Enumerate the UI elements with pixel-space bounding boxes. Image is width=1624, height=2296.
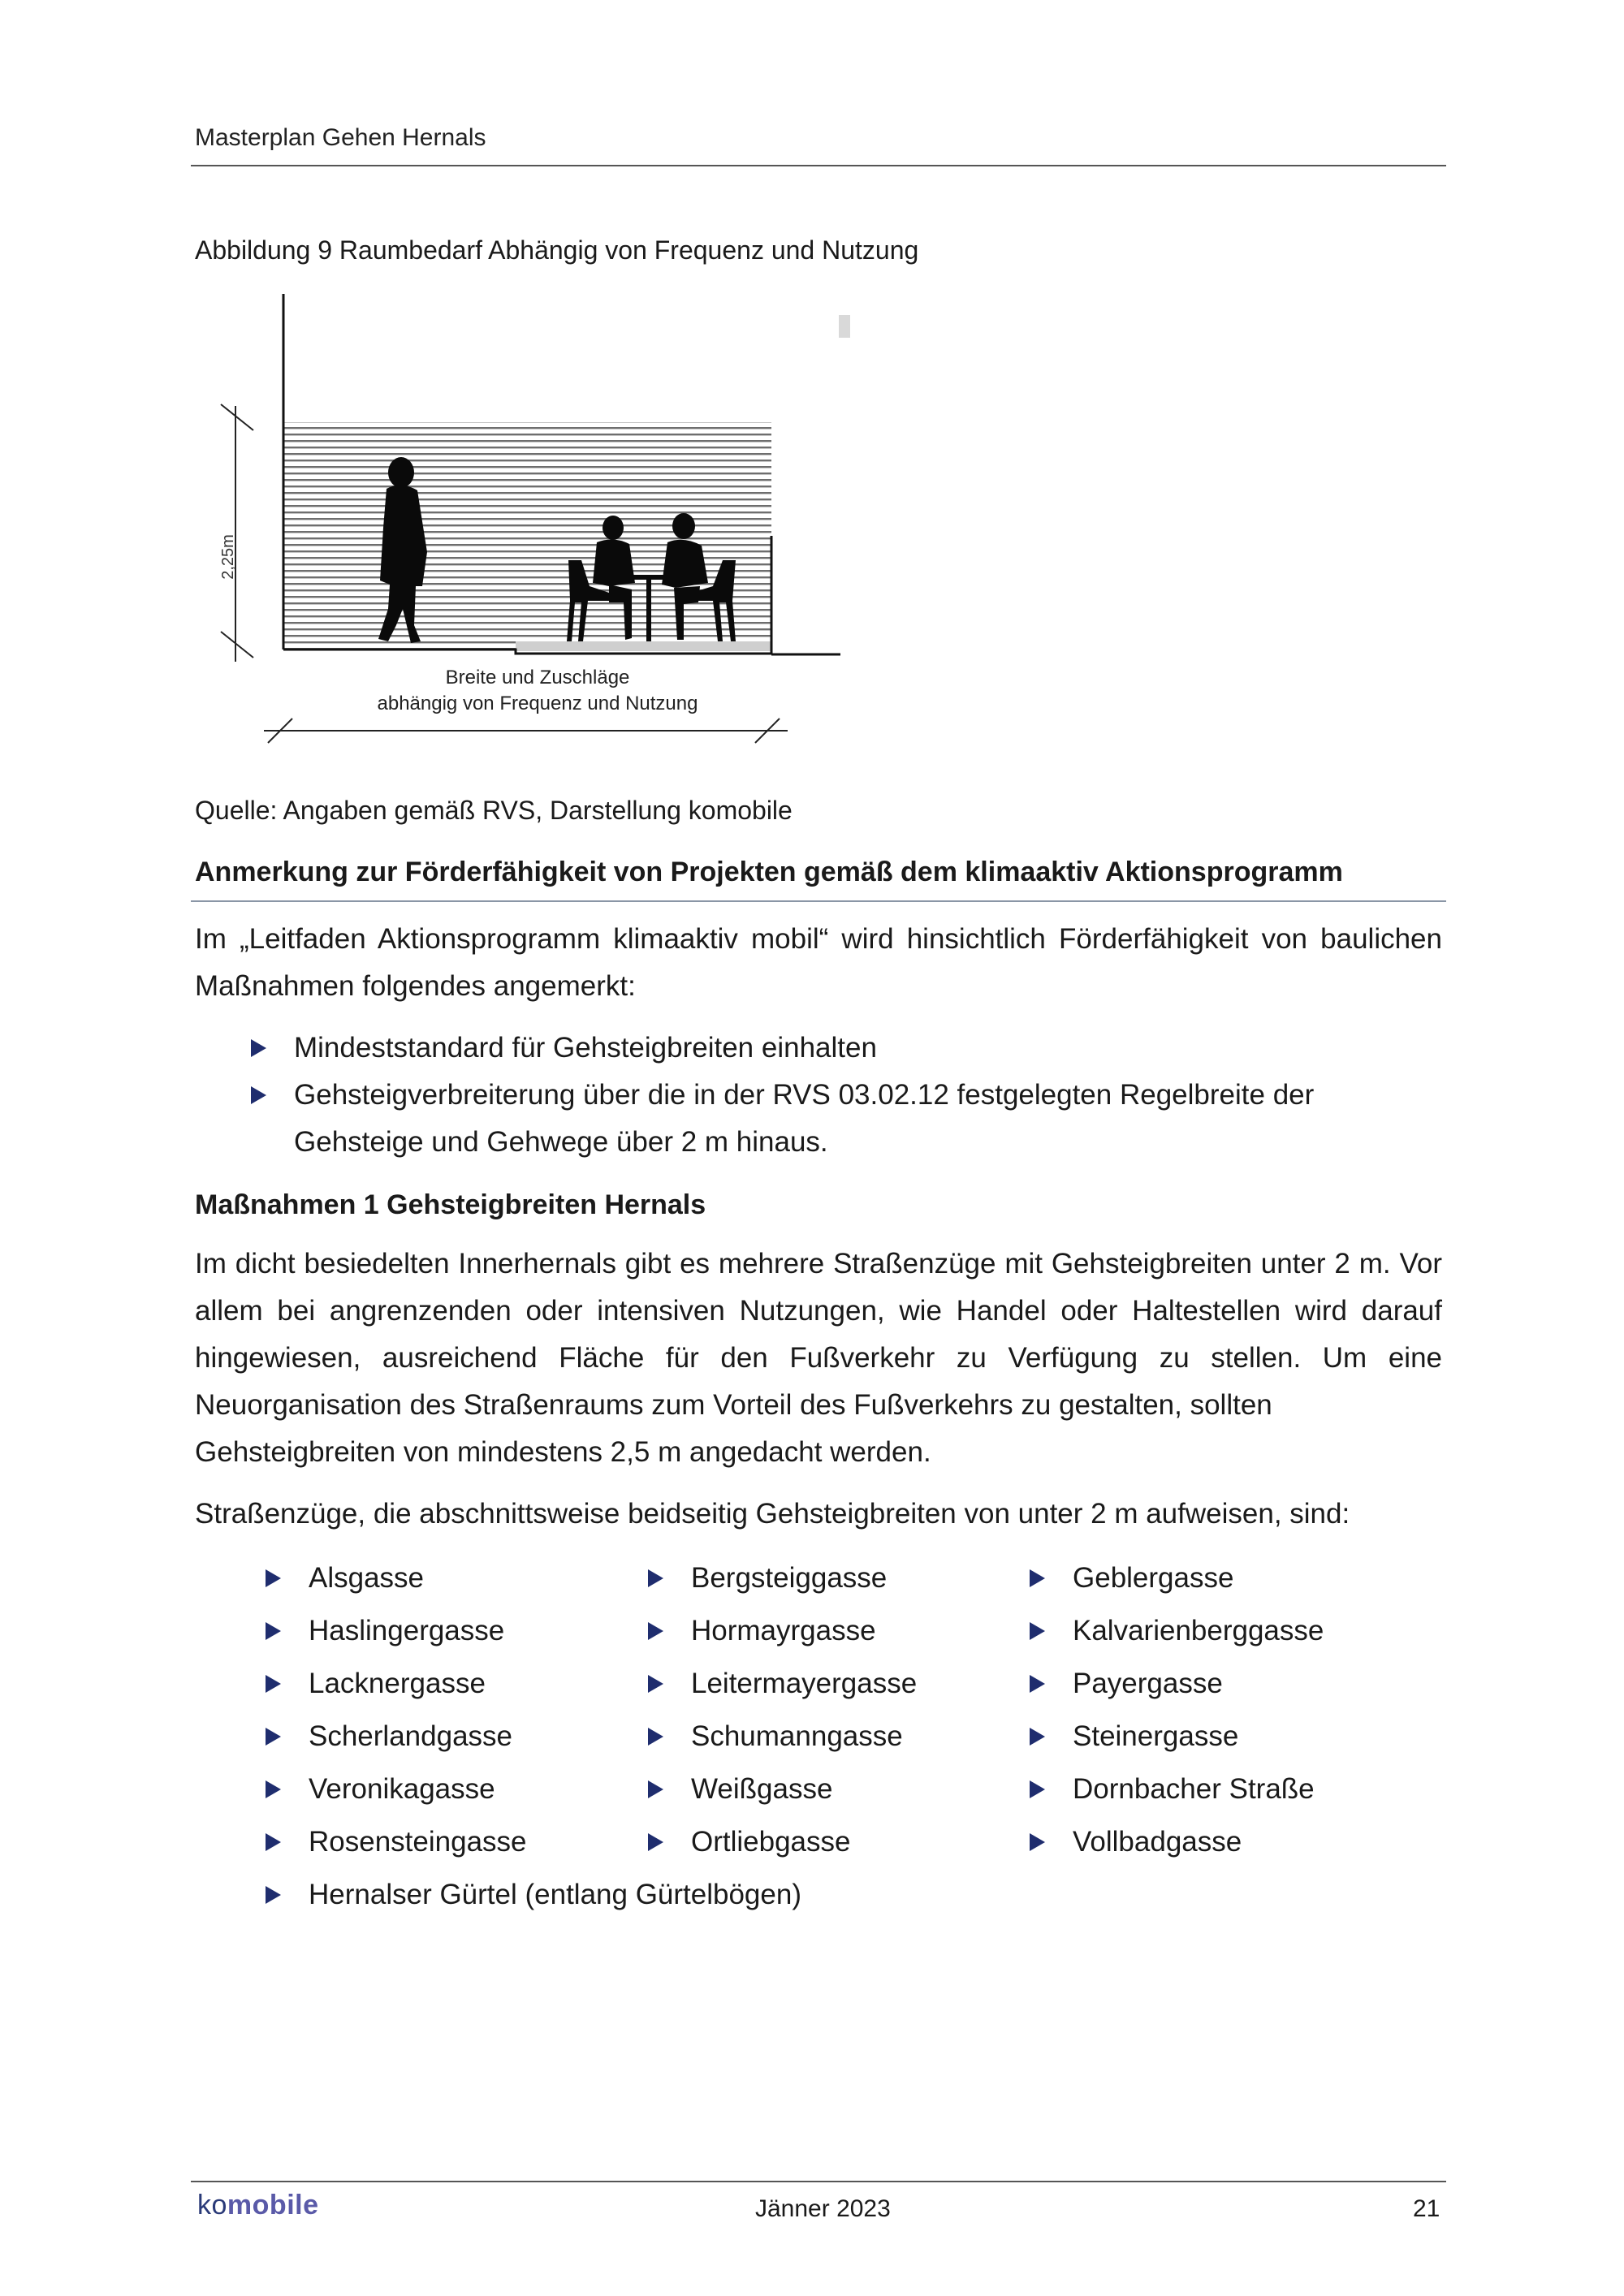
measures-paragraph: Im dicht besiedelten Innerhernals gibt es mehrere Straßenzüge mit Gehsteigbreiten unter 2 m. Vor allem bei angrenzenden oder intensiven Nutzungen, wie Handel oder Haltestellen wird darauf hingewiesen, ausreichend Fläche für den Fußverkehr zu Verfügung zu stellen. Um eine Neuorganisation des Straßenraums zum Vorteil des Fußverkehrs zu gestalten, sollten Gehsteigbreiten von mindestens 2,5 m angedacht werden. <box>195 1248 1442 1468</box>
triangle-bullet-icon <box>648 1569 663 1587</box>
triangle-bullet-icon <box>1030 1622 1045 1640</box>
page-number: 21 <box>1413 2195 1440 2222</box>
header-divider <box>191 165 1446 166</box>
figure-caption: Abbildung 9 Raumbedarf Abhängig von Frequenz und Nutzung <box>195 235 919 265</box>
footer-divider <box>191 2181 1446 2182</box>
list-item: Hernalser Gürtel (entlang Gürtelbögen) <box>262 1871 801 1918</box>
figure-source: Quelle: Angaben gemäß RVS, Darstellung komobile <box>195 796 793 825</box>
section-heading-measures: Maßnahmen 1 Gehsteigbreiten Hernals <box>195 1189 706 1220</box>
list-item: Dornbacher Straße <box>1026 1766 1324 1819</box>
triangle-bullet-icon <box>648 1833 663 1851</box>
triangle-bullet-icon <box>266 1569 281 1587</box>
triangle-bullet-icon <box>1030 1833 1045 1851</box>
list-item: Hormayrgasse <box>645 1608 917 1660</box>
width-label-line2: abhängig von Frequenz und Nutzung <box>377 693 698 714</box>
triangle-bullet-icon <box>266 1833 281 1851</box>
triangle-bullet-icon <box>1030 1728 1045 1746</box>
section-heading-divider <box>191 900 1446 902</box>
triangle-bullet-icon <box>266 1675 281 1693</box>
streets-column-3 <box>1026 1555 1324 1871</box>
triangle-bullet-icon <box>266 1622 281 1640</box>
gray-marker <box>839 315 850 338</box>
streets-column-1 <box>262 1555 527 1871</box>
footer-date: Jänner 2023 <box>755 2195 891 2222</box>
list-item: Veronikagasse <box>262 1766 527 1819</box>
list-item: Kalvarienberggasse <box>1026 1608 1324 1660</box>
list-item: Ortliebgasse <box>645 1819 917 1871</box>
triangle-bullet-icon <box>648 1780 663 1798</box>
triangle-bullet-icon <box>251 1039 266 1057</box>
running-header: Masterplan Gehen Hernals <box>195 124 486 151</box>
space-requirement-figure <box>187 284 861 755</box>
triangle-bullet-icon <box>1030 1780 1045 1798</box>
list-item: Weißgasse <box>645 1766 917 1819</box>
triangle-bullet-icon <box>251 1086 266 1104</box>
streets-intro: Straßenzüge, die abschnittsweise beidseitig Gehsteigbreiten von unter 2 m aufweisen, sind: <box>195 1498 1350 1530</box>
triangle-bullet-icon <box>266 1780 281 1798</box>
streets-last-item <box>262 1871 801 1918</box>
list-item: Steinergasse <box>1026 1713 1324 1766</box>
list-item: Scherlandgasse <box>262 1713 527 1766</box>
triangle-bullet-icon <box>1030 1675 1045 1693</box>
triangle-bullet-icon <box>1030 1569 1045 1587</box>
space-requirement-diagram <box>187 284 861 755</box>
list-item: Payergasse <box>1026 1660 1324 1713</box>
triangle-bullet-icon <box>648 1675 663 1693</box>
list-item: Bergsteiggasse <box>645 1555 917 1608</box>
funding-paragraph: Im „Leitfaden Aktionsprogramm klimaaktiv mobil“ wird hinsichtlich Förderfähigkeit von baulichen Maßnahmen folgendes angemerkt: <box>195 923 1442 1002</box>
list-item: Lacknergasse <box>262 1660 527 1713</box>
list-item: Haslingergasse <box>262 1608 527 1660</box>
list-item: Mindeststandard für Gehsteigbreiten einhalten <box>248 1025 1445 1072</box>
funding-bullet-list <box>248 1025 1445 1166</box>
streets-column-2 <box>645 1555 917 1871</box>
komobile-logo: komobile <box>197 2190 319 2220</box>
triangle-bullet-icon <box>648 1728 663 1746</box>
triangle-bullet-icon <box>266 1886 281 1904</box>
list-item: Geblergasse <box>1026 1555 1324 1608</box>
triangle-bullet-icon <box>266 1728 281 1746</box>
clearance-space-hatching <box>284 422 771 650</box>
list-item: Alsgasse <box>262 1555 527 1608</box>
height-tick-bottom <box>221 632 253 658</box>
list-item: Gehsteigverbreiterung über die in der RVS 03.02.12 festgelegten Regelbreite der Gehsteige und Gehwege über 2 m hinaus. <box>248 1072 1445 1166</box>
list-item: Schumanngasse <box>645 1713 917 1766</box>
list-item: Rosensteingasse <box>262 1819 527 1871</box>
list-item: Leitermayergasse <box>645 1660 917 1713</box>
list-item: Vollbadgasse <box>1026 1819 1324 1871</box>
section-heading-funding: Anmerkung zur Förderfähigkeit von Projekten gemäß dem klimaaktiv Aktionsprogramm <box>195 857 1343 887</box>
height-tick-top <box>221 404 253 430</box>
seating-zone-floor <box>516 641 771 651</box>
height-label: 2,25m <box>219 534 237 580</box>
triangle-bullet-icon <box>648 1622 663 1640</box>
width-label-line1: Breite und Zuschläge <box>445 667 630 688</box>
